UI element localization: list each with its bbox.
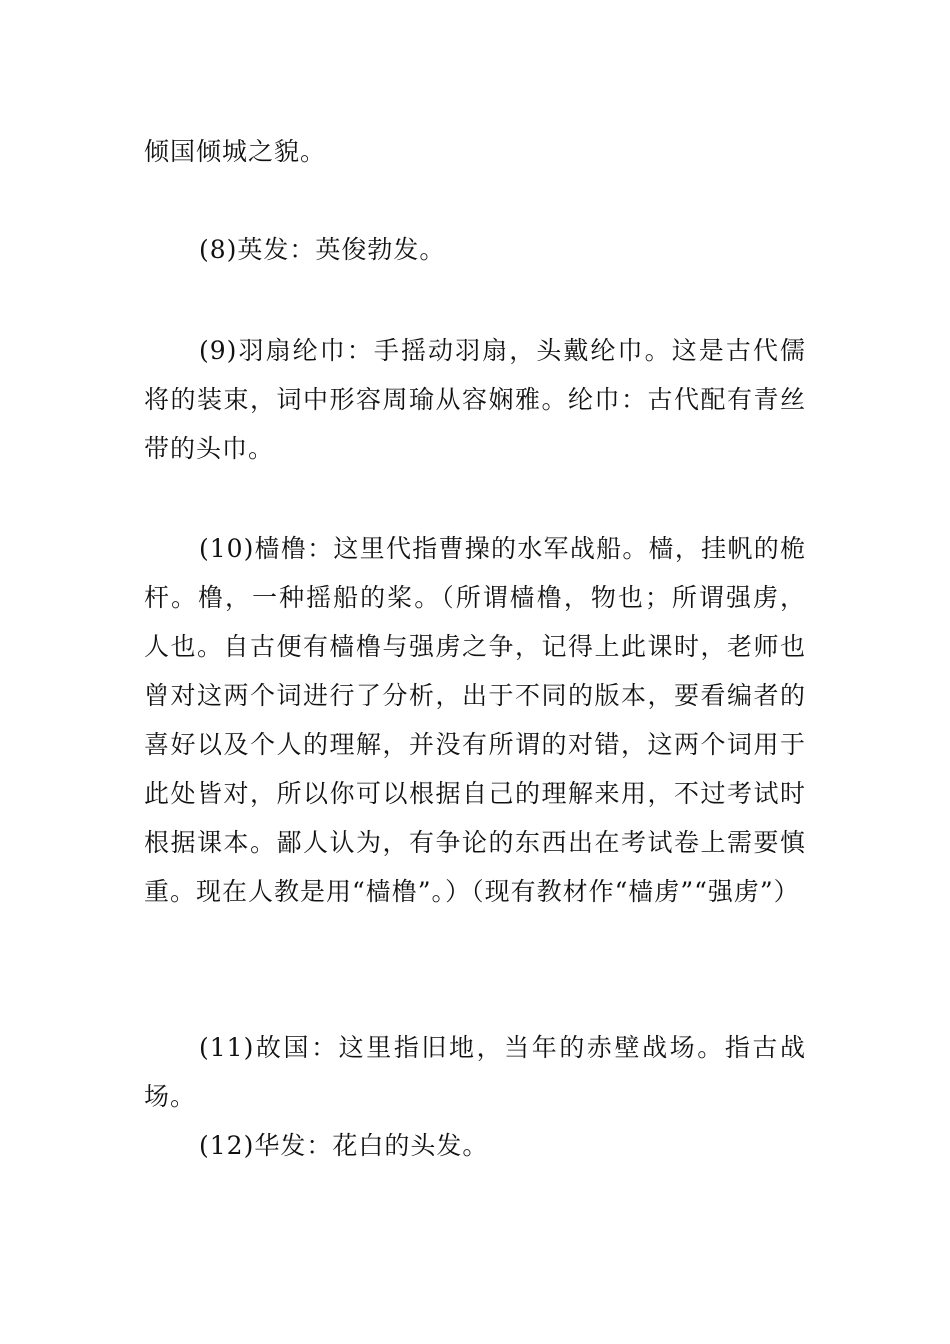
note-10: (10)樯橹：这里代指曹操的水军战船。樯，挂帆的桅杆。橹，一种摇船的桨。（所谓樯橹，物也；所谓强虏，人也。自古便有樯橹与强虏之争，记得上此课时，老师也曾对这两个词进行了分析，出于不同的版本，要看编者的喜好以及个人的理解，并没有所谓的对错，这两个词用于此处皆对，所以你可以根据自己的理解来用，不过考试时根据课本。鄙人认为，有争论的东西出在考试卷上需要慎重。现在人教是用“樯橹”。）（现有教材作“樯虏”“强虏”） [144,534,806,906]
note-12: (12)华发：花白的头发。 [199,1131,489,1160]
note-11: (11)故国：这里指旧地，当年的赤壁战场。指古战场。 [144,1033,806,1111]
paragraph-continuation: 倾国倾城之貌。 [144,137,327,166]
note-9: (9)羽扇纶巾：手摇动羽扇，头戴纶巾。这是古代儒将的装束，词中形容周瑜从容娴雅。纶巾：古代配有青丝带的头巾。 [144,336,806,463]
note-8: (8)英发：英俊勃发。 [199,235,446,264]
